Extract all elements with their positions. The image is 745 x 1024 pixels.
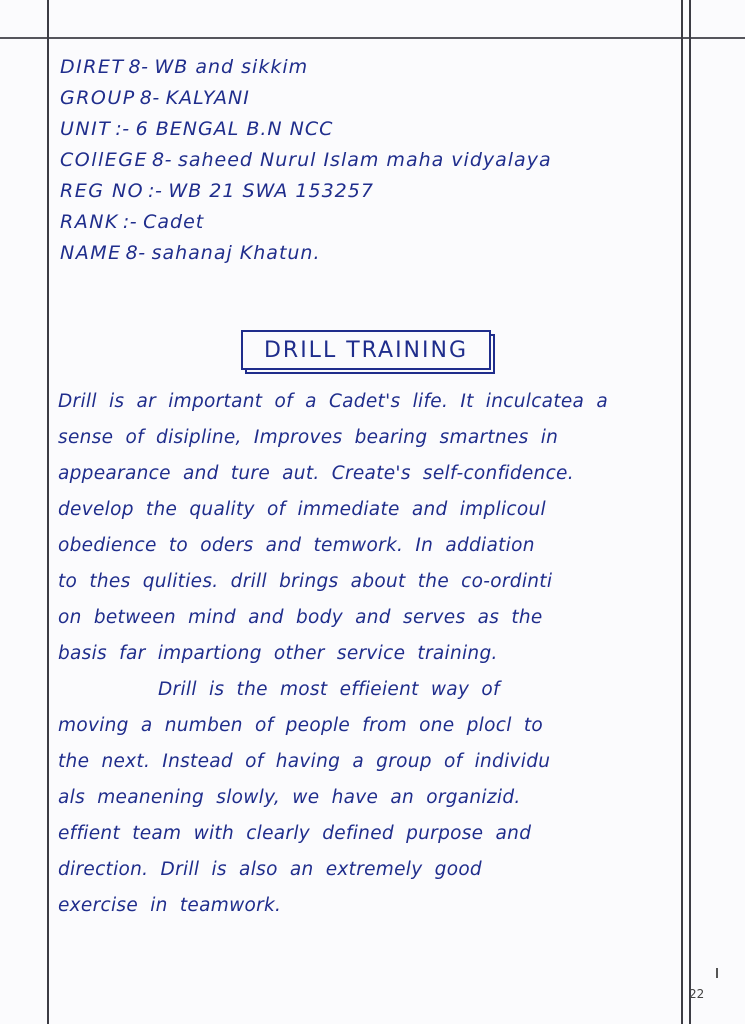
detail-row-rank [60, 207, 670, 238]
page-number: 22 [689, 987, 705, 1001]
text-line: moving a numben of people from one plocl to [58, 715, 544, 736]
text-line: sense of disipline, Improves bearing smartnes in [58, 427, 559, 448]
detail-value: 6 BENGAL B.N NCC [135, 118, 334, 140]
detail-label: UNIT [60, 118, 112, 140]
cadet-details [60, 52, 670, 269]
right-margin-line-outer [689, 0, 691, 1024]
text-line: exercise in teamwork. [58, 895, 282, 916]
detail-label: NAME [60, 242, 122, 264]
detail-value: sahanaj Khatun. [151, 242, 321, 264]
detail-row-reg-no [60, 176, 670, 207]
detail-value: WB and sikkim [154, 56, 309, 78]
text-line: effient team with clearly defined purpose and [58, 823, 532, 844]
text-line: on between mind and body and serves as the [58, 607, 543, 628]
detail-label: RANK [60, 211, 119, 233]
detail-row-name [60, 238, 670, 269]
detail-row-college [60, 145, 670, 176]
detail-separator: 8- [139, 87, 160, 109]
text-line: Drill is ar important of a Cadet's life. It inculcatea a [58, 391, 609, 412]
text-line: appearance and ture aut. Create's self-confidence. [58, 463, 574, 484]
text-line: als meanening slowly, we have an organizid. [58, 787, 521, 808]
detail-row-direct [60, 52, 670, 83]
detail-separator: :- [122, 211, 138, 233]
detail-row-unit [60, 114, 670, 145]
right-margin-line-inner [681, 0, 683, 1024]
top-rule-line [0, 37, 745, 39]
page-title: DRILL TRAINING [263, 337, 469, 363]
detail-value: saheed Nurul Islam maha vidyalaya [177, 149, 552, 171]
text-line: obedience to oders and temwork. In addiation [58, 535, 535, 556]
detail-label: COllEGE [60, 149, 149, 171]
detail-separator: :- [115, 118, 130, 140]
detail-separator: 8- [125, 242, 146, 264]
text-line: direction. Drill is also an extremely good [58, 859, 482, 880]
detail-value: KALYANI [165, 87, 250, 109]
heading-box [241, 330, 491, 370]
detail-row-group [60, 83, 670, 114]
detail-label: GROUP [60, 87, 136, 109]
left-margin-line [47, 0, 49, 1024]
text-line: to thes qulities. drill brings about the co-ordinti [58, 571, 553, 592]
pen-mark [716, 968, 718, 978]
text-line: Drill is the most effieient way of [158, 679, 500, 700]
detail-value: WB 21 SWA 153257 [168, 180, 374, 202]
essay-text [58, 384, 676, 924]
text-line: basis far impartiong other service training. [58, 643, 498, 664]
detail-label: REG NO [60, 180, 145, 202]
text-line: the next. Instead of having a group of individu [58, 751, 551, 772]
detail-separator: :- [148, 180, 163, 202]
text-line: develop the quality of immediate and implicoul [58, 499, 546, 520]
detail-separator: 8- [128, 56, 149, 78]
detail-label: DIRET [60, 56, 125, 78]
detail-separator: 8- [152, 149, 172, 171]
detail-value: Cadet [143, 211, 205, 233]
